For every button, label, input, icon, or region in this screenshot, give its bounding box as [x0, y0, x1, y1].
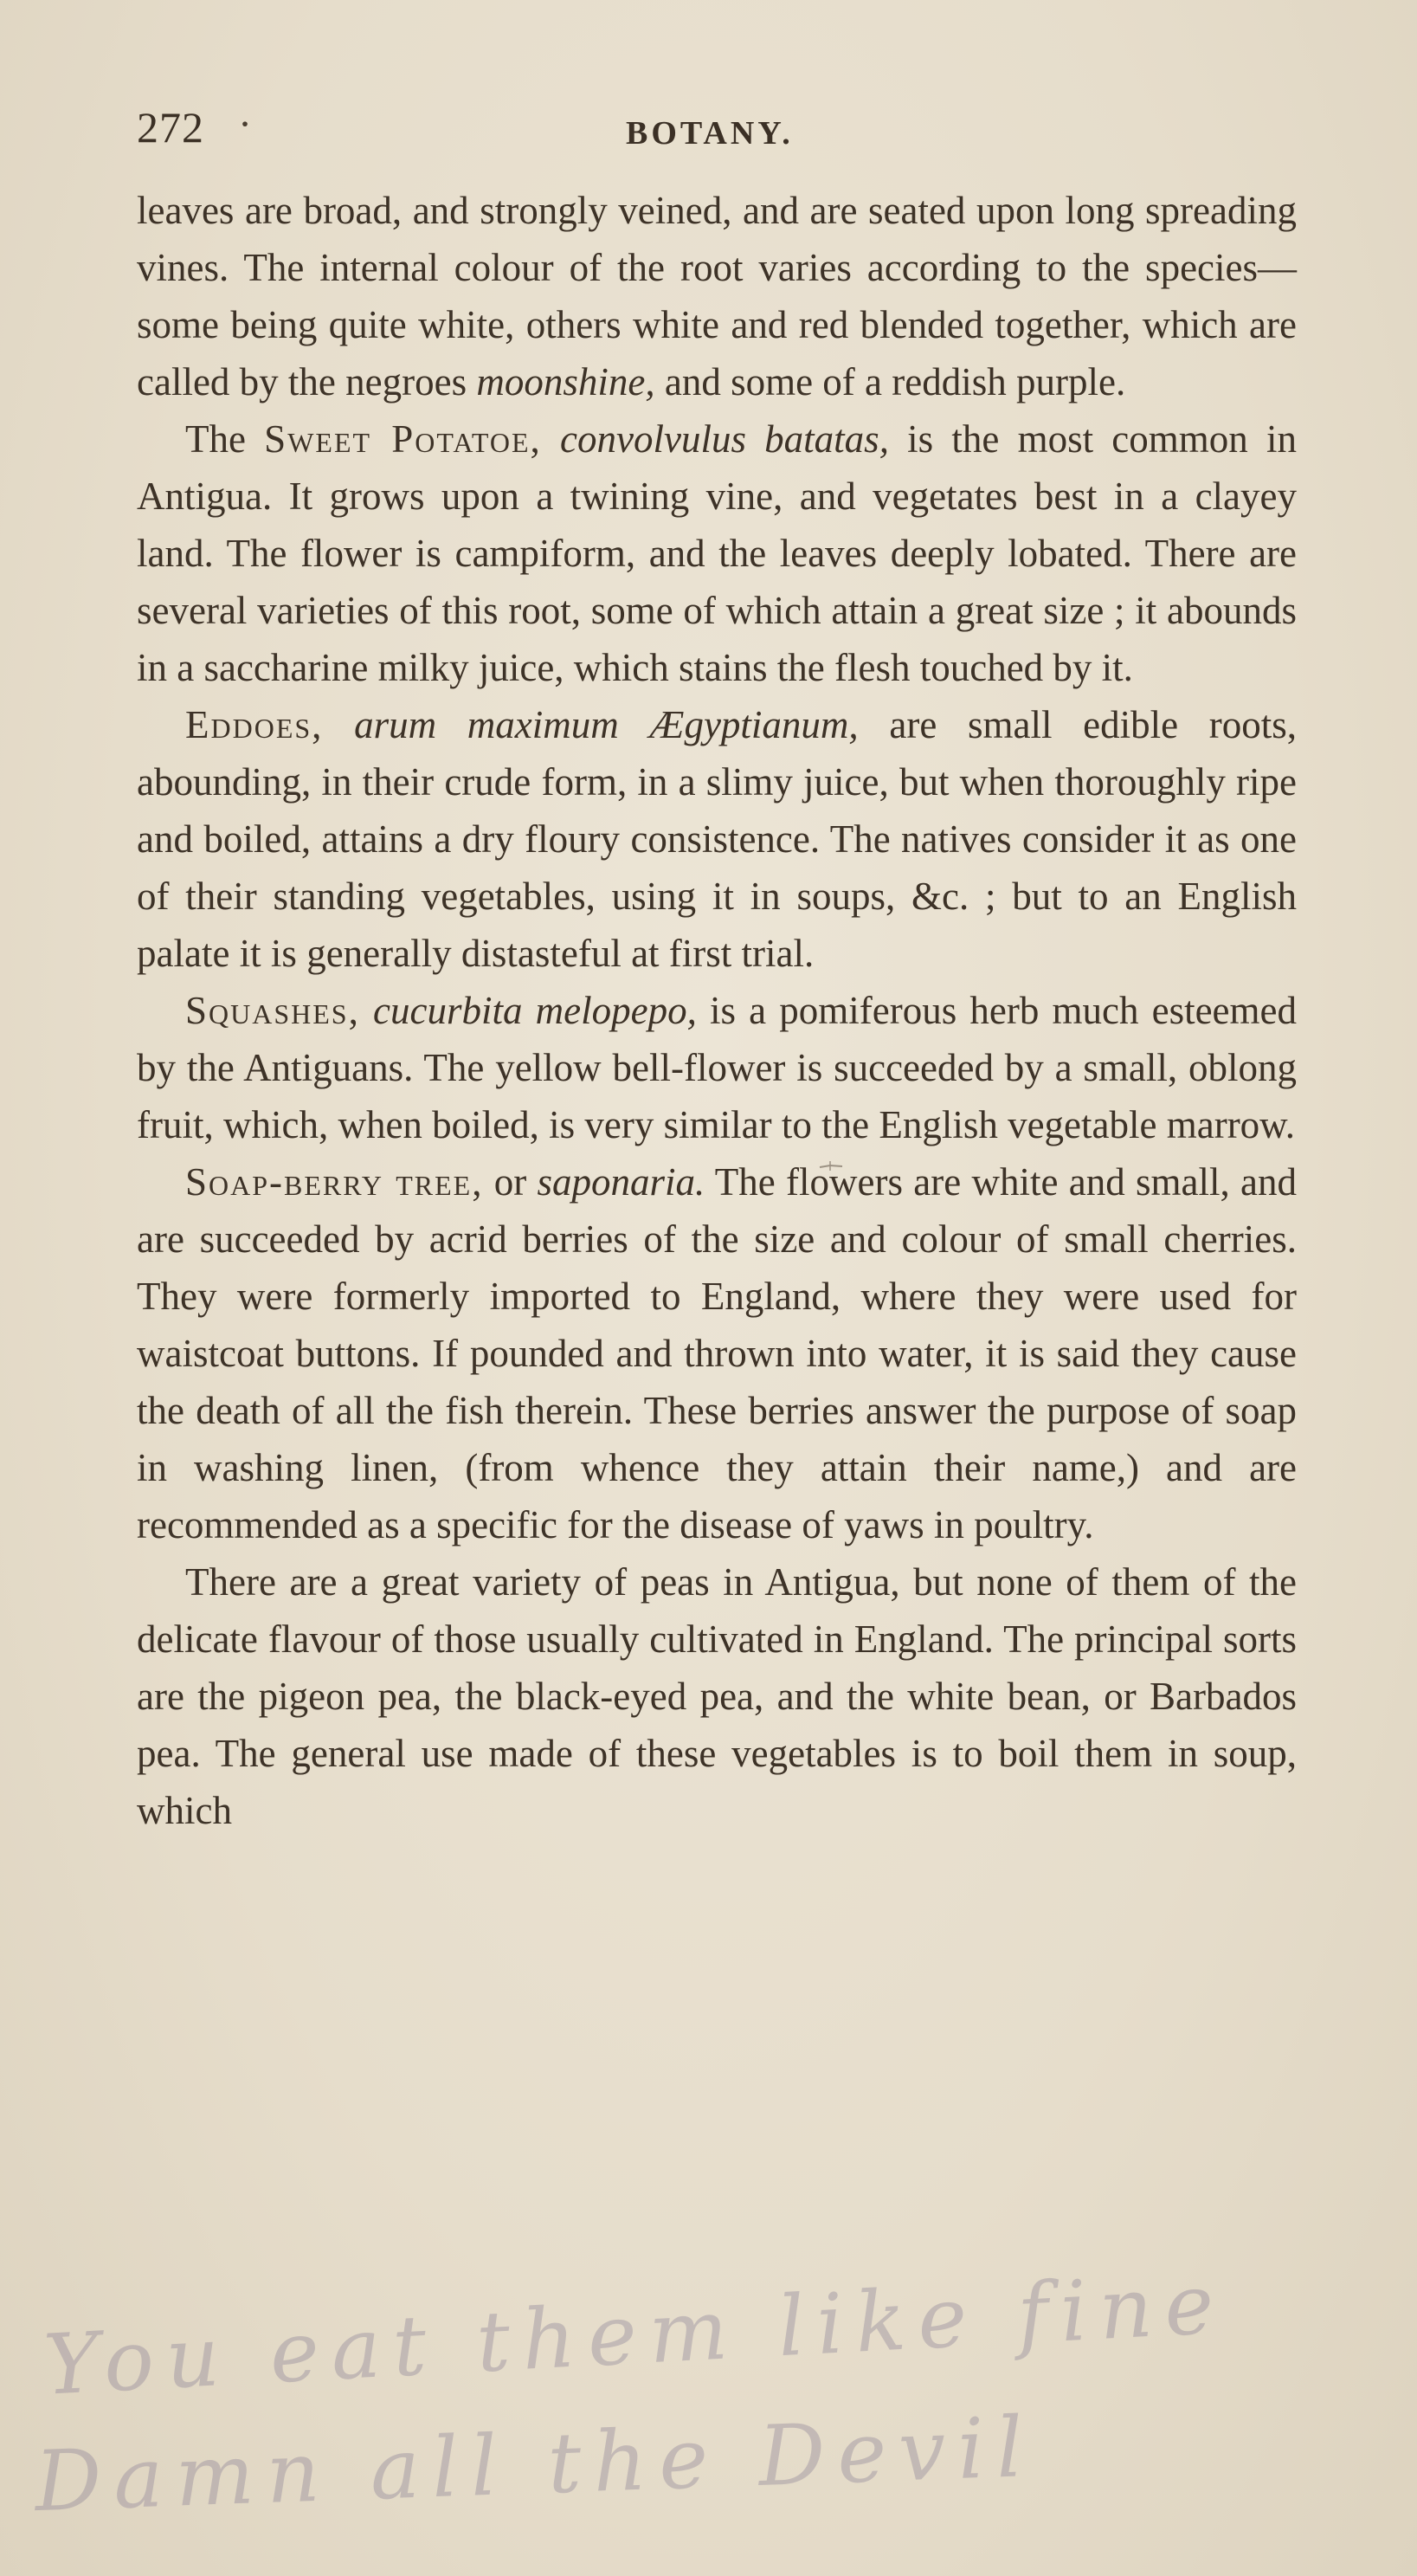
paragraph — [137, 1553, 1297, 1839]
text-run: or — [483, 1160, 538, 1204]
handwritten-note-line-2: Damn all the Devil — [33, 2398, 1037, 2531]
small-caps-term: Sweet Potatoe, — [264, 417, 542, 461]
paragraph — [137, 982, 1297, 1153]
text-run — [360, 989, 373, 1032]
paragraph — [137, 410, 1297, 696]
body-text — [137, 182, 1297, 1839]
text-run: The — [185, 417, 265, 461]
italic-term: arum maximum Ægyptianum, — [354, 703, 859, 746]
text-run: There are a great variety of peas in Antigua, but none of them of the delicate flavour of those usually cultivated in England. The principal sorts are the pigeon pea, the black-eyed pea, and the white bean, or Barbados pea. The general use made of these vegetables is to boil them in soup, which — [137, 1560, 1297, 1832]
handwritten-note-line-1: You eat them like fine — [42, 2255, 1228, 2414]
paragraph — [137, 696, 1297, 982]
paragraph — [137, 1153, 1297, 1553]
text-run — [542, 417, 560, 461]
small-caps-term: Eddoes, — [185, 703, 324, 746]
text-run: leaves are broad, and strongly veined, and are seated upon long spreading vines. The internal colour of the root varies according to the species—some being quite white, others white and red blended together, which are called by the negroes — [137, 189, 1297, 404]
italic-term: saponaria. — [537, 1160, 705, 1204]
running-head: BOTANY. — [626, 115, 794, 152]
header-separator: · — [238, 101, 252, 147]
text-run: is a pomiferous herb much esteemed by the Antiguans. The yellow bell-flower is succeeded by a small, oblong fruit, which, when boiled, is very similar to the English vegetable marrow. — [137, 989, 1297, 1146]
small-caps-term: Soap-berry tree, — [185, 1160, 484, 1204]
text-run — [323, 703, 354, 746]
ink-fleck-mark — [818, 1160, 844, 1172]
italic-term: cucurbita melopepo, — [373, 989, 697, 1032]
page-header — [137, 102, 1297, 163]
text-run: The flowers are white and small, and are succeeded by acrid berries of the size and colour of small cherries. They were formerly imported to England, where they were used for waistcoat buttons. If pounded and thrown into water, it is said they cause the death of all the fish therein. These berries answer the purpose of soap in washing linen, (from whence they attain their name,) and are recommended as a specific for the disease of yaws in poultry. — [137, 1160, 1297, 1546]
text-run: and some of a reddish purple. — [654, 360, 1126, 404]
page-number: 272 — [137, 103, 204, 152]
text-run: is the most common in Antigua. It grows upon a twining vine, and vegetates best in a clayey land. The flower is campiform, and the leaves deeply lobated. There are several varieties of this root, some of which attain a great size ; it abounds in a saccharine milky juice, which stains the flesh touched by it. — [137, 417, 1297, 689]
paragraph — [137, 182, 1297, 410]
italic-term: convolvulus batatas, — [560, 417, 889, 461]
italic-term: moonshine, — [476, 360, 655, 404]
small-caps-term: Squashes, — [185, 989, 360, 1032]
text-run: are small edible roots, abounding, in their crude form, in a slimy juice, but when thoroughly ripe and boiled, attains a dry floury consistence. The natives consider it as one of their standing vegetables, using it in soups, &c. ; but to an English palate it is generally distasteful at first trial. — [137, 703, 1298, 975]
